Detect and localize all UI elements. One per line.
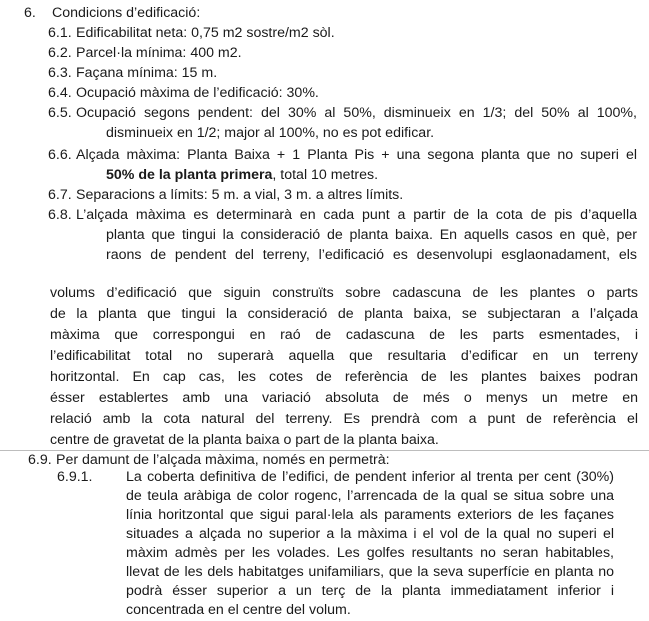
item-text: Façana mínima: 15 m. [76, 65, 218, 81]
item-text: Ocupació màxima de l’edificació: 30%. [76, 85, 319, 101]
item-number: 6.1. [48, 25, 72, 41]
item-text-line: disminueix en 1/2; major al 100%, no es pot edificar. [106, 125, 435, 141]
subitem-line: de teula aràbiga de color rogenc, l’arrencada de la qual se situa sobre una [126, 488, 614, 504]
bold-text: 50% de la planta primera [106, 167, 273, 183]
item-number: 6.4. [48, 85, 72, 101]
item-text-line: raons de pendent del terreny, l’edificació es desenvolupi esglaonadament, els [106, 247, 637, 263]
item-number: 6.8. [48, 207, 72, 223]
item-text: Parcel·la mínima: 400 m2. [76, 45, 242, 61]
item-text: Edificabilitat neta: 0,75 m2 sostre/m2 sòl. [76, 25, 335, 41]
subitem-line: llevat de les dels habitatges unifamiliars, que la seva superfície en planta no [126, 564, 614, 580]
paragraph-line: relació amb la cota natural del terreny. Es prendrà com a punt de referència el [50, 411, 638, 427]
item-text-line: L’alçada màxima es determinarà en cada punt a partir de la cota de pis d’aquella [76, 207, 637, 223]
item-text-line [106, 166, 378, 185]
paragraph-line: horitzontal. En cap cas, les cotes de referència de les plantes baixes podran [50, 369, 638, 385]
paragraph-line: volums d’edificació que siguin construïts sobre cadascuna de les plantes o parts [50, 285, 638, 301]
subitem-line: podrà ésser superior a un terç de la planta immediatament inferior i [126, 583, 614, 599]
subitem-line: La coberta definitiva de l’edifici, de pendent inferior al trenta per cent (30%) [126, 469, 614, 485]
item-text: Per damunt de l’alçada màxima, només en permetrà: [56, 452, 390, 468]
subitem-line: línia horitzontal que sigui paral·lela als paraments exteriors de les façanes [126, 507, 614, 523]
section-title: Condicions d’edificació: [52, 5, 201, 21]
subitem-line: concentrada en el centre del volum. [126, 602, 351, 618]
item-text-rest: , total 10 metres. [272, 167, 379, 183]
item-number: 6.3. [48, 65, 72, 81]
paragraph-line: l’edificabilitat total no superarà aquella que resultaria d’edificar en un terreny [50, 348, 638, 364]
item-number: 6.5. [48, 105, 72, 121]
item-text-line: Ocupació segons pendent: del 30% al 50%, disminueix en 1/3; del 50% al 100%, [76, 105, 637, 121]
item-text-line: planta que tingui la consideració de planta baixa. En aquells casos en què, per [106, 227, 637, 243]
paragraph-line: centre de gravetat de la planta baixa o part de la planta baixa. [50, 432, 439, 448]
item-number: 6.7. [48, 187, 72, 203]
subitem-line: situades a alçada no superior a la màxima i el vol de la qual no superi el [126, 526, 614, 542]
section-number: 6. [24, 5, 36, 21]
paragraph-line: màxima que correspongui en raó de cadascuna de les parts esmentades, i [50, 327, 638, 343]
item-number: 6.6. [48, 147, 72, 163]
item-number: 6.2. [48, 45, 72, 61]
paragraph-line: de la planta que tingui la consideració de planta baixa, se subjectaran a l’alçada [50, 306, 638, 322]
subitem-line: màxim admès per les volades. Les golfes resultants no seran habitables, [126, 545, 614, 561]
item-text: Separacions a límits: 5 m. a vial, 3 m. a altres límits. [76, 187, 404, 203]
item-number: 6.9. [28, 452, 52, 468]
paragraph-line: ésser establertes amb una variació absoluta de més o menys un metre en [50, 390, 638, 406]
subitem-number: 6.9.1. [57, 469, 93, 485]
item-text-line: Alçada màxima: Planta Baixa + 1 Planta Pis + una segona planta que no superi el [76, 147, 637, 163]
